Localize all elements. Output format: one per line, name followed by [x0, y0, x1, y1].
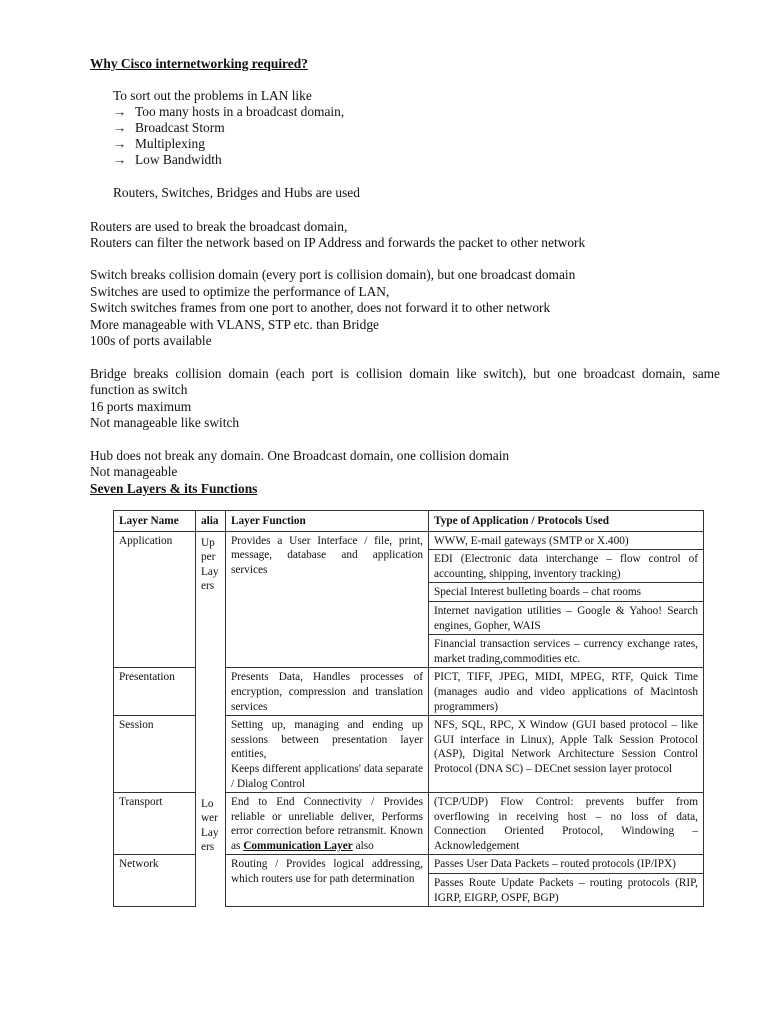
protocol-cell: Passes User Data Packets – routed protocols (IP/IPX)	[429, 855, 704, 874]
layer-function-cell: Provides a User Interface / file, print, message, database and application services	[226, 531, 429, 668]
switch-line: More manageable with VLANS, STP etc. than Bridge	[90, 317, 379, 332]
layer-name-cell: Transport	[114, 793, 196, 855]
bridge-line: 16 ports maximum	[90, 399, 192, 414]
problem-item: → Too many hosts in a broadcast domain,	[113, 104, 345, 119]
protocol-cell: Financial transaction services – currency exchange rates, market trading,commodities etc.	[429, 635, 704, 668]
intro-text: To sort out the problems in LAN like	[113, 88, 312, 103]
header-layer-function: Layer Function	[226, 511, 429, 532]
arrow-icon: →	[113, 120, 127, 135]
switch-line: Switch switches frames from one port to another, does not forward it to other network	[90, 300, 551, 315]
arrow-icon: →	[113, 152, 127, 167]
layer-function-cell: End to End Connectivity / Provides reliable or unreliable deliver, Performs error correction before retransmit. Known as Communication Layer also	[226, 793, 429, 855]
arrow-icon: →	[113, 104, 127, 119]
bridge-line: Bridge breaks collision domain (each port is collision domain like switch), but one broadcast domain, same	[90, 366, 720, 381]
alias-lower-cell: Lo wer Lay ers	[196, 793, 226, 907]
table-header-row	[114, 511, 704, 532]
devices-text: Routers, Switches, Bridges and Hubs are used	[113, 185, 360, 200]
layer-function-cell: Presents Data, Handles processes of encryption, compression and translation services	[226, 668, 429, 716]
alias-upper-cell: Up per Lay ers	[196, 531, 226, 793]
protocol-cell: EDI (Electronic data interchange – flow control of accounting, shipping, inventory tracking)	[429, 550, 704, 583]
switch-line: Switch breaks collision domain (every port is collision domain), but one broadcast domain	[90, 267, 576, 282]
layer-name-cell: Presentation	[114, 668, 196, 716]
communication-layer-term: Communication Layer	[243, 839, 353, 852]
header-protocols: Type of Application / Protocols Used	[429, 511, 704, 532]
hub-line: Not manageable	[90, 464, 178, 479]
table-row	[114, 793, 704, 855]
layer-name-cell: Network	[114, 855, 196, 907]
layer-name-cell: Session	[114, 716, 196, 793]
protocol-cell: Passes Route Update Packets – routing protocols (RIP, IGRP, EIGRP, OSPF, BGP)	[429, 874, 704, 907]
protocol-cell: NFS, SQL, RPC, X Window (GUI based protocol – like GUI interface in Linux), Apple Talk Session Protocol (ASP), Digital Network Architecture Session Control Protocol (DNA SC) – DECnet session layer protocol	[429, 716, 704, 793]
protocol-cell: Internet navigation utilities – Google & Yahoo! Search engines, Gopher, WAIS	[429, 601, 704, 634]
layer-function-cell: Setting up, managing and ending up sessions between presentation layer entities, Keeps different applications' data separate / Dialog Control	[226, 716, 429, 793]
layer-name-cell: Application	[114, 531, 196, 668]
hub-line: Hub does not break any domain. One Broadcast domain, one collision domain	[90, 448, 510, 463]
switch-line: 100s of ports available	[90, 333, 212, 348]
protocol-cell: (TCP/UDP) Flow Control: prevents buffer from overflowing in receiving host – no loss of data, Connection Oriented Protocol, Windowing – Acknowledgement	[429, 793, 704, 855]
header-alia: alia	[196, 511, 226, 532]
osi-layers-table	[113, 510, 704, 907]
section-title-seven-layers: Seven Layers & its Functions	[90, 481, 258, 496]
protocol-cell: WWW, E-mail gateways (SMTP or X.400)	[429, 531, 704, 550]
arrow-icon: →	[113, 136, 127, 151]
protocol-cell: PICT, TIFF, JPEG, MIDI, MPEG, RTF, Quick Time (manages audio and video applications of Macintosh programmers)	[429, 668, 704, 716]
layer-function-cell: Routing / Provides logical addressing, which routers use for path determination	[226, 855, 429, 907]
protocol-cell: Special Interest bulleting boards – chat rooms	[429, 583, 704, 602]
problem-item: → Broadcast Storm	[113, 120, 225, 135]
routers-line: Routers are used to break the broadcast domain,	[90, 219, 348, 234]
table-row	[114, 531, 704, 550]
bridge-line: Not manageable like switch	[90, 415, 240, 430]
bridge-line: function as switch	[90, 382, 188, 397]
section-title-why-cisco: Why Cisco internetworking required?	[90, 56, 308, 71]
problem-item: → Multiplexing	[113, 136, 205, 151]
routers-line: Routers can filter the network based on IP Address and forwards the packet to other network	[90, 235, 586, 250]
header-layer-name: Layer Name	[114, 511, 196, 532]
switch-line: Switches are used to optimize the performance of LAN,	[90, 284, 390, 299]
problem-item: → Low Bandwidth	[113, 152, 222, 167]
